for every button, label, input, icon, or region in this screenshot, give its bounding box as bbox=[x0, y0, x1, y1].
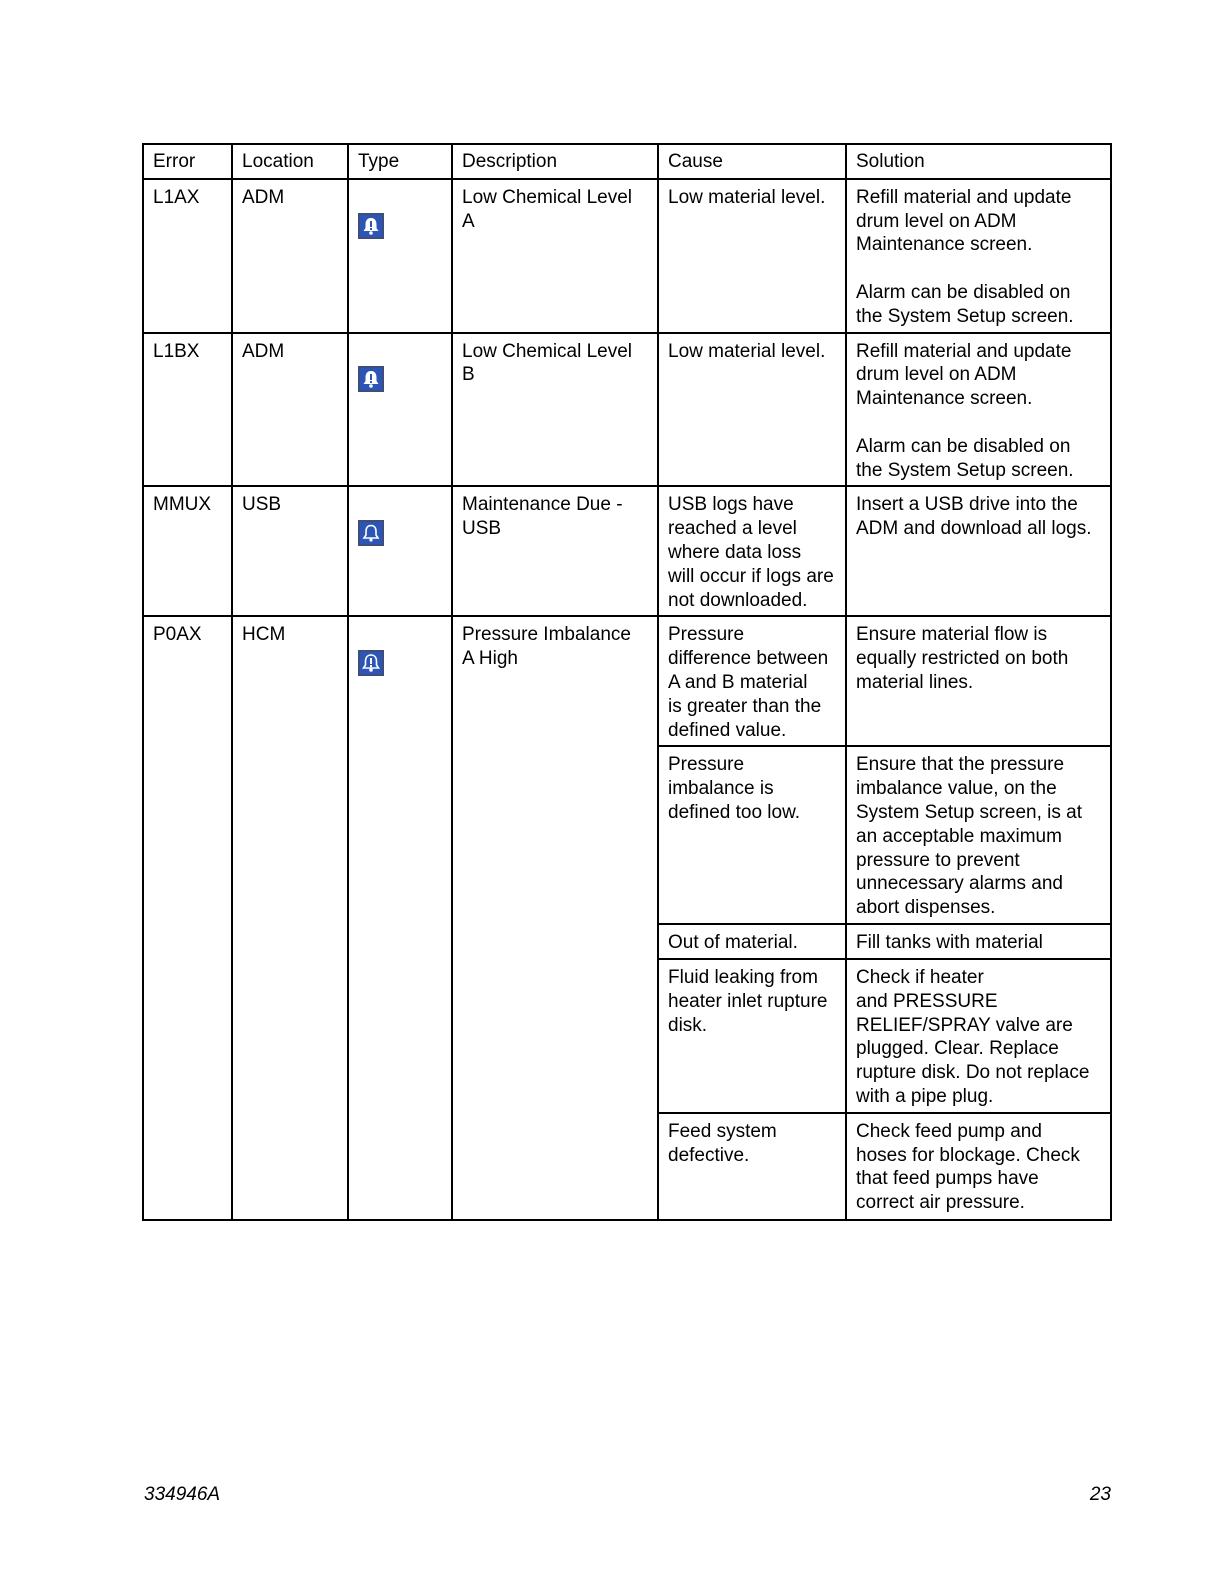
location: USB bbox=[232, 486, 348, 616]
type-cell bbox=[348, 616, 452, 1219]
type-cell bbox=[348, 486, 452, 616]
alarm-exclamation-icon bbox=[358, 366, 384, 392]
solution: Fill tanks with material bbox=[846, 924, 1111, 959]
error-code: MMUX bbox=[143, 486, 232, 616]
cause: Pressure imbalance is defined too low. bbox=[658, 746, 846, 924]
alarm-exclamation-icon bbox=[358, 213, 384, 239]
header-description: Description bbox=[452, 144, 658, 179]
header-solution: Solution bbox=[846, 144, 1111, 179]
table-row bbox=[143, 179, 1111, 333]
error-table bbox=[142, 143, 1112, 1221]
cause: Fluid leaking from heater inlet rupture disk. bbox=[658, 959, 846, 1113]
cause: Pressure difference between A and B material is greater than the defined value. bbox=[658, 616, 846, 746]
table-row bbox=[143, 333, 1111, 487]
description: Pressure Imbalance A High bbox=[452, 616, 658, 1219]
error-code: P0AX bbox=[143, 616, 232, 1219]
description: Maintenance Due - USB bbox=[452, 486, 658, 616]
error-code: L1BX bbox=[143, 333, 232, 487]
solution: Refill material and update drum level on ADM Maintenance screen. Alarm can be disabled on the System Setup screen. bbox=[846, 179, 1111, 333]
table-header-row bbox=[143, 144, 1111, 179]
header-type: Type bbox=[348, 144, 452, 179]
header-cause: Cause bbox=[658, 144, 846, 179]
cause: USB logs have reached a level where data loss will occur if logs are not downloaded. bbox=[658, 486, 846, 616]
cause: Low material level. bbox=[658, 179, 846, 333]
type-cell bbox=[348, 333, 452, 487]
cause: Low material level. bbox=[658, 333, 846, 487]
advisory-bell-icon bbox=[358, 520, 384, 546]
header-error: Error bbox=[143, 144, 232, 179]
table-row bbox=[143, 616, 1111, 746]
page-number: 23 bbox=[1089, 1484, 1111, 1505]
solution: Check feed pump and hoses for blockage. Check that feed pumps have correct air pressure. bbox=[846, 1113, 1111, 1220]
description: Low Chemical Level B bbox=[452, 333, 658, 487]
location: ADM bbox=[232, 179, 348, 333]
location: ADM bbox=[232, 333, 348, 487]
solution: Insert a USB drive into the ADM and download all logs. bbox=[846, 486, 1111, 616]
solution: Ensure material flow is equally restricted on both material lines. bbox=[846, 616, 1111, 746]
solution: Refill material and update drum level on ADM Maintenance screen. Alarm can be disabled on the System Setup screen. bbox=[846, 333, 1111, 487]
solution: Check if heater and PRESSURE RELIEF/SPRAY valve are plugged. Clear. Replace rupture disk. Do not replace with a pipe plug. bbox=[846, 959, 1111, 1113]
type-cell bbox=[348, 179, 452, 333]
alarm-exclamation-icon bbox=[358, 650, 384, 676]
solution: Ensure that the pressure imbalance value, on the System Setup screen, is at an acceptable maximum pressure to prevent unnecessary alarms and abort dispenses. bbox=[846, 746, 1111, 924]
table-row bbox=[143, 486, 1111, 616]
cause: Out of material. bbox=[658, 924, 846, 959]
header-location: Location bbox=[232, 144, 348, 179]
cause: Feed system defective. bbox=[658, 1113, 846, 1220]
error-code: L1AX bbox=[143, 179, 232, 333]
location: HCM bbox=[232, 616, 348, 1219]
document-number: 334946A bbox=[144, 1484, 221, 1505]
description: Low Chemical Level A bbox=[452, 179, 658, 333]
